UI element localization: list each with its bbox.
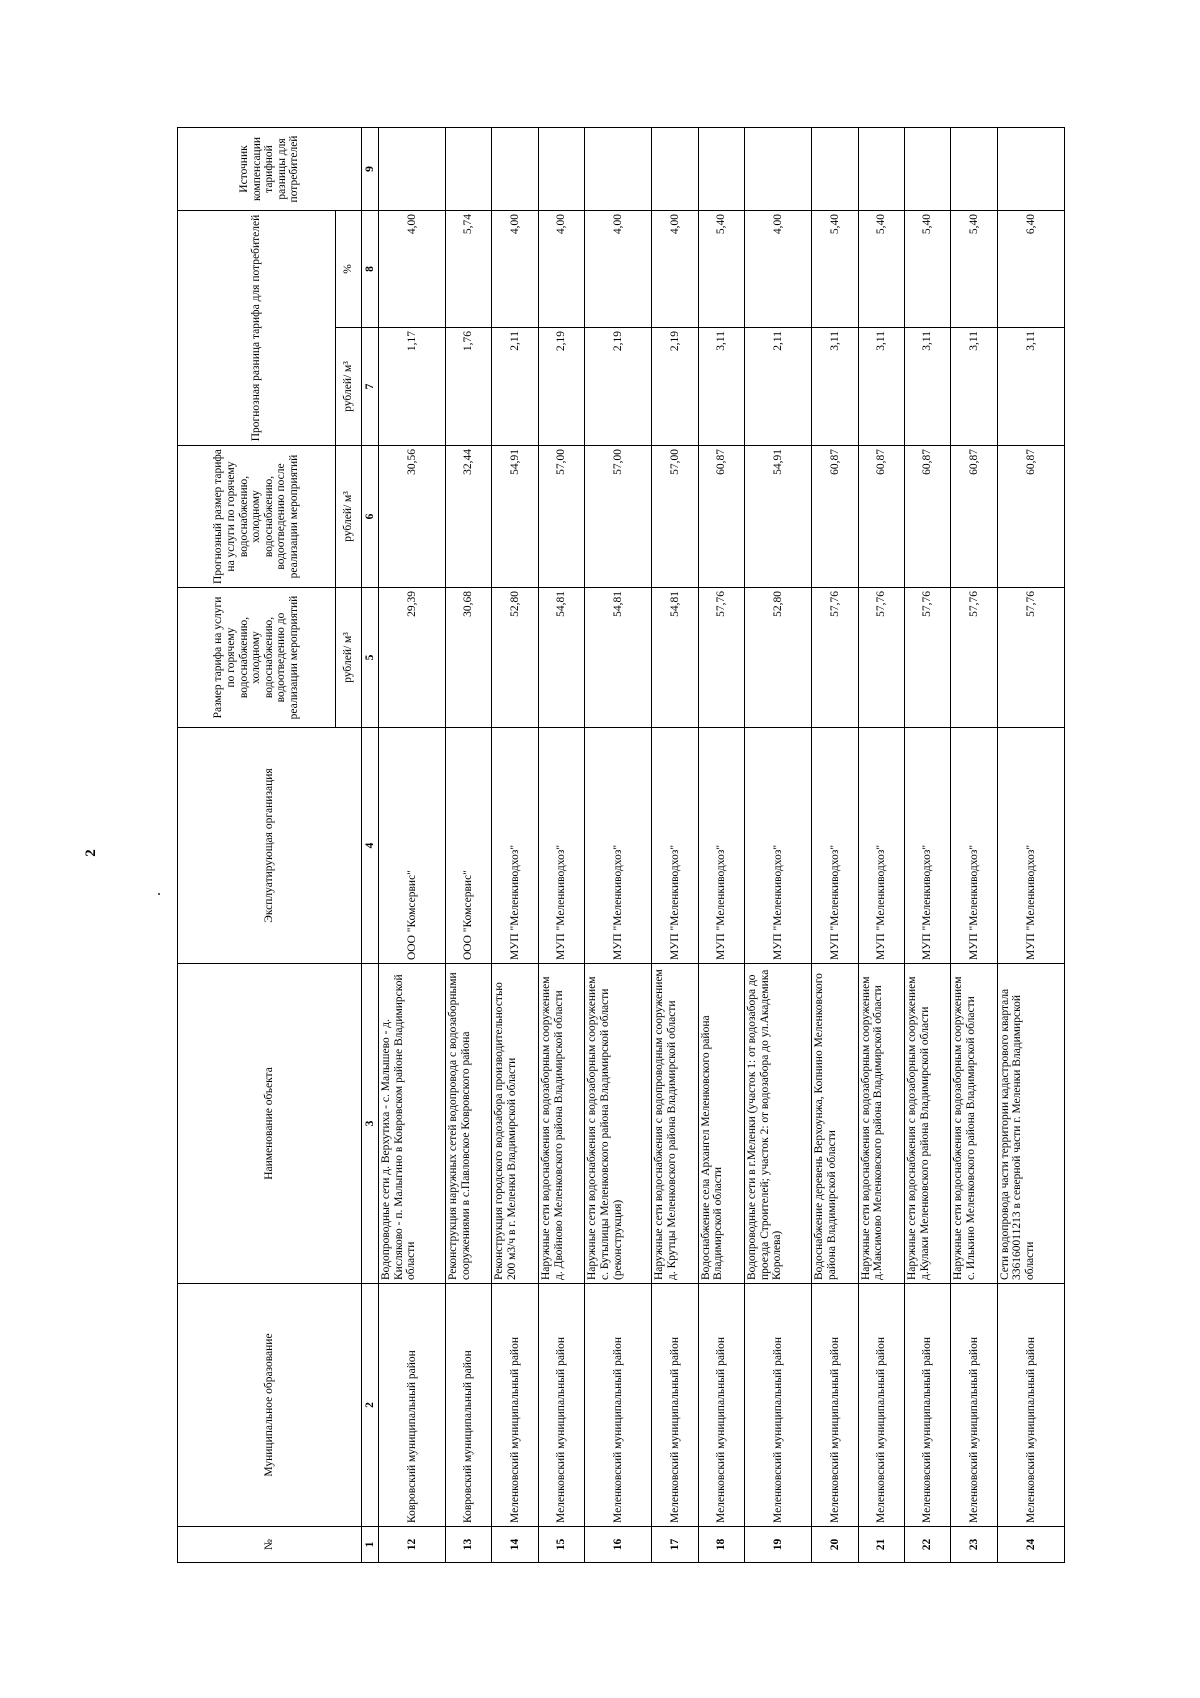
operator-cell: МУП "Меленкиводхоз" bbox=[538, 728, 584, 964]
table-row bbox=[812, 128, 858, 1563]
difference-percent-cell: 4,00 bbox=[585, 211, 652, 328]
municipality-cell: Меленковский муниципальный район bbox=[745, 1284, 812, 1527]
tariff-before-cell: 30,68 bbox=[446, 588, 492, 728]
table-row bbox=[745, 128, 812, 1563]
tariff-after-cell: 60,87 bbox=[951, 446, 997, 588]
tariff-after-cell: 60,87 bbox=[997, 446, 1064, 588]
object-name-cell: Наружные сети водоснабжения с водозаборным сооружением д. Двойново Меленковского района Владимирской области bbox=[538, 964, 584, 1284]
unit-rub: рублей/ м³ bbox=[336, 446, 362, 588]
difference-percent-cell: 6,40 bbox=[997, 211, 1064, 328]
municipality-cell: Меленковский муниципальный район bbox=[652, 1284, 698, 1527]
row-number: 18 bbox=[698, 1527, 744, 1563]
difference-rub-cell: 3,11 bbox=[951, 328, 997, 446]
municipality-cell: Меленковский муниципальный район bbox=[904, 1284, 950, 1527]
tariff-after-cell: 57,00 bbox=[585, 446, 652, 588]
difference-percent-cell: 4,00 bbox=[745, 211, 812, 328]
row-number: 12 bbox=[379, 1527, 446, 1563]
difference-rub-cell: 3,11 bbox=[812, 328, 858, 446]
row-number: 22 bbox=[904, 1527, 950, 1563]
operator-cell: МУП "Меленкиводхоз" bbox=[904, 728, 950, 964]
object-name-cell: Наружные сети водоснабжения с водозаборным сооружением с. Бутылицы Меленковского района Владимирской области (реконструкция) bbox=[585, 964, 652, 1284]
tariff-after-cell: 54,91 bbox=[492, 446, 538, 588]
column-number: 2 bbox=[362, 1284, 379, 1527]
page-number: 2 bbox=[83, 849, 99, 857]
row-number: 21 bbox=[858, 1527, 904, 1563]
difference-percent-cell: 5,40 bbox=[904, 211, 950, 328]
difference-rub-cell: 2,11 bbox=[745, 328, 812, 446]
unit-percent: % bbox=[336, 211, 362, 328]
municipality-cell: Меленковский муниципальный район bbox=[538, 1284, 584, 1527]
row-number: 19 bbox=[745, 1527, 812, 1563]
compensation-source-cell bbox=[951, 128, 997, 211]
object-name-cell: Реконструкция наружных сетей водопровода с водозаборными сооружениями в с.Павловское Ковровского района bbox=[446, 964, 492, 1284]
compensation-source-cell bbox=[538, 128, 584, 211]
object-name-cell: Водопроводные сети д. Верхутиха - с. Малышево - д. Кисляково - п. Малыгино в Ковровском районе Владимирской области bbox=[379, 964, 446, 1284]
operator-cell: ООО "Комсервис" bbox=[379, 728, 446, 964]
compensation-source-cell bbox=[446, 128, 492, 211]
municipality-cell: Меленковский муниципальный район bbox=[951, 1284, 997, 1527]
tariff-after-cell: 60,87 bbox=[858, 446, 904, 588]
municipality-cell: Меленковский муниципальный район bbox=[585, 1284, 652, 1527]
compensation-source-cell bbox=[652, 128, 698, 211]
object-name-cell: Наружные сети водоснабжения с водозаборным сооружением д.Максимово Меленковского района Владимирской области bbox=[858, 964, 904, 1284]
table-row bbox=[858, 128, 904, 1563]
difference-rub-cell: 1,76 bbox=[446, 328, 492, 446]
municipality-cell: Ковровский муниципальный район bbox=[379, 1284, 446, 1527]
column-number: 5 bbox=[362, 588, 379, 728]
tariff-before-cell: 54,81 bbox=[538, 588, 584, 728]
tariff-after-cell: 54,91 bbox=[745, 446, 812, 588]
difference-rub-cell: 2,19 bbox=[585, 328, 652, 446]
header-tariff-after: Прогнозный размер тарифа на услуги по горячему водоснабжению, холодному водоснабжению, водоотведению после реализации мероприятий bbox=[178, 446, 336, 588]
tariff-table bbox=[177, 127, 1065, 1563]
object-name-cell: Водоснабжение села Архангел Меленковского района Владимирской области bbox=[698, 964, 744, 1284]
table-row bbox=[585, 128, 652, 1563]
compensation-source-cell bbox=[585, 128, 652, 211]
unit-rub: рублей/ м³ bbox=[336, 328, 362, 446]
compensation-source-cell bbox=[492, 128, 538, 211]
tariff-after-cell: 60,87 bbox=[698, 446, 744, 588]
municipality-cell: Меленковский муниципальный район bbox=[698, 1284, 744, 1527]
operator-cell: МУП "Меленкиводхоз" bbox=[812, 728, 858, 964]
tariff-before-cell: 52,80 bbox=[745, 588, 812, 728]
operator-cell: ООО "Комсервис" bbox=[446, 728, 492, 964]
municipality-cell: Меленковский муниципальный район bbox=[997, 1284, 1064, 1527]
tariff-before-cell: 54,81 bbox=[652, 588, 698, 728]
municipality-cell: Ковровский муниципальный район bbox=[446, 1284, 492, 1527]
table-row bbox=[379, 128, 446, 1563]
row-number: 13 bbox=[446, 1527, 492, 1563]
difference-rub-cell: 2,19 bbox=[652, 328, 698, 446]
tariff-before-cell: 29,39 bbox=[379, 588, 446, 728]
difference-percent-cell: 4,00 bbox=[492, 211, 538, 328]
column-number: 7 bbox=[362, 328, 379, 446]
row-number: 23 bbox=[951, 1527, 997, 1563]
compensation-source-cell bbox=[904, 128, 950, 211]
tariff-after-cell: 57,00 bbox=[538, 446, 584, 588]
operator-cell: МУП "Меленкиводхоз" bbox=[997, 728, 1064, 964]
row-number: 17 bbox=[652, 1527, 698, 1563]
object-name-cell: Сети водопровода части территории кадастрового квартала 336160011213 в северной части г. Меленки Владимирской области bbox=[997, 964, 1064, 1284]
tariff-after-cell: 60,87 bbox=[812, 446, 858, 588]
object-name-cell: Наружные сети водоснабжения с водопроводным сооружением д. Крутцы Меленковского района Владимирской области bbox=[652, 964, 698, 1284]
tariff-after-cell: 32,44 bbox=[446, 446, 492, 588]
header-object-name: Наименование объекта bbox=[178, 964, 362, 1284]
header-tariff-before: Размер тарифа на услуги по горячему водоснабжению, холодному водоснабжению, водоотведению до реализации мероприятий bbox=[178, 588, 336, 728]
column-number: 1 bbox=[362, 1527, 379, 1563]
difference-percent-cell: 5,74 bbox=[446, 211, 492, 328]
operator-cell: МУП "Меленкиводхоз" bbox=[745, 728, 812, 964]
tariff-before-cell: 57,76 bbox=[858, 588, 904, 728]
table-row bbox=[492, 128, 538, 1563]
table-row bbox=[698, 128, 744, 1563]
difference-percent-cell: 4,00 bbox=[652, 211, 698, 328]
object-name-cell: Наружные сети водоснабжения с водозаборным сооружением д.Кулаки Меленковского района Владимирской области bbox=[904, 964, 950, 1284]
row-number: 16 bbox=[585, 1527, 652, 1563]
tariff-after-cell: 30,56 bbox=[379, 446, 446, 588]
column-number: 3 bbox=[362, 964, 379, 1284]
unit-rub: рублей/ м³ bbox=[336, 588, 362, 728]
row-number: 15 bbox=[538, 1527, 584, 1563]
municipality-cell: Меленковский муниципальный район bbox=[858, 1284, 904, 1527]
tariff-before-cell: 57,76 bbox=[997, 588, 1064, 728]
difference-rub-cell: 3,11 bbox=[904, 328, 950, 446]
header-municipality: Муниципальное образование bbox=[178, 1284, 362, 1527]
scan-speck bbox=[158, 893, 160, 895]
difference-rub-cell: 2,11 bbox=[492, 328, 538, 446]
header-no: № bbox=[178, 1527, 362, 1563]
difference-percent-cell: 5,40 bbox=[951, 211, 997, 328]
column-number: 9 bbox=[362, 128, 379, 211]
tariff-after-cell: 60,87 bbox=[904, 446, 950, 588]
table-row bbox=[446, 128, 492, 1563]
operator-cell: МУП "Меленкиводхоз" bbox=[585, 728, 652, 964]
tariff-table-rotated bbox=[177, 128, 1065, 1563]
row-number: 24 bbox=[997, 1527, 1064, 1563]
operator-cell: МУП "Меленкиводхоз" bbox=[652, 728, 698, 964]
difference-percent-cell: 4,00 bbox=[538, 211, 584, 328]
tariff-before-cell: 52,80 bbox=[492, 588, 538, 728]
column-number: 6 bbox=[362, 446, 379, 588]
table-body bbox=[379, 128, 1065, 1563]
operator-cell: МУП "Меленкиводхоз" bbox=[951, 728, 997, 964]
difference-rub-cell: 2,19 bbox=[538, 328, 584, 446]
difference-percent-cell: 4,00 bbox=[379, 211, 446, 328]
table-row bbox=[951, 128, 997, 1563]
difference-percent-cell: 5,40 bbox=[698, 211, 744, 328]
tariff-before-cell: 57,76 bbox=[812, 588, 858, 728]
table-row bbox=[997, 128, 1064, 1563]
compensation-source-cell bbox=[379, 128, 446, 211]
difference-rub-cell: 1,17 bbox=[379, 328, 446, 446]
difference-rub-cell: 3,11 bbox=[858, 328, 904, 446]
header-operator: Эксплуатирующая организация bbox=[178, 728, 362, 964]
object-name-cell: Водоснабжение деревень Верхоунжа, Копнино Меленковского района Владимирской области bbox=[812, 964, 858, 1284]
compensation-source-cell bbox=[997, 128, 1064, 211]
operator-cell: МУП "Меленкиводхоз" bbox=[492, 728, 538, 964]
compensation-source-cell bbox=[812, 128, 858, 211]
compensation-source-cell bbox=[858, 128, 904, 211]
difference-percent-cell: 5,40 bbox=[858, 211, 904, 328]
row-number: 20 bbox=[812, 1527, 858, 1563]
table-row bbox=[904, 128, 950, 1563]
operator-cell: МУП "Меленкиводхоз" bbox=[858, 728, 904, 964]
header-compensation-source: Источник компенсации тарифной разницы для потребителей bbox=[178, 128, 362, 211]
row-number: 14 bbox=[492, 1527, 538, 1563]
difference-rub-cell: 3,11 bbox=[698, 328, 744, 446]
tariff-before-cell: 57,76 bbox=[698, 588, 744, 728]
object-name-cell: Наружные сети водоснабжения с водозаборным сооружением с. Илькино Меленковского района Владимирской области bbox=[951, 964, 997, 1284]
operator-cell: МУП "Меленкиводхоз" bbox=[698, 728, 744, 964]
compensation-source-cell bbox=[745, 128, 812, 211]
difference-percent-cell: 5,40 bbox=[812, 211, 858, 328]
municipality-cell: Меленковский муниципальный район bbox=[812, 1284, 858, 1527]
municipality-cell: Меленковский муниципальный район bbox=[492, 1284, 538, 1527]
object-name-cell: Водопроводные сети в г.Меленки (участок 1: от водозабора до проезда Строителей; участок 2: от водозабора до ул.Академика Королева) bbox=[745, 964, 812, 1284]
table-row bbox=[652, 128, 698, 1563]
tariff-before-cell: 57,76 bbox=[904, 588, 950, 728]
compensation-source-cell bbox=[698, 128, 744, 211]
object-name-cell: Реконструкция городского водозабора производительностью 200 м3/ч в г. Меленки Владимирской области bbox=[492, 964, 538, 1284]
tariff-before-cell: 54,81 bbox=[585, 588, 652, 728]
header-forecast-difference: Прогнозная разница тарифа для потребителей bbox=[178, 211, 336, 446]
column-number: 4 bbox=[362, 728, 379, 964]
difference-rub-cell: 3,11 bbox=[997, 328, 1064, 446]
table-row bbox=[538, 128, 584, 1563]
tariff-before-cell: 57,76 bbox=[951, 588, 997, 728]
column-number: 8 bbox=[362, 211, 379, 328]
tariff-after-cell: 57,00 bbox=[652, 446, 698, 588]
